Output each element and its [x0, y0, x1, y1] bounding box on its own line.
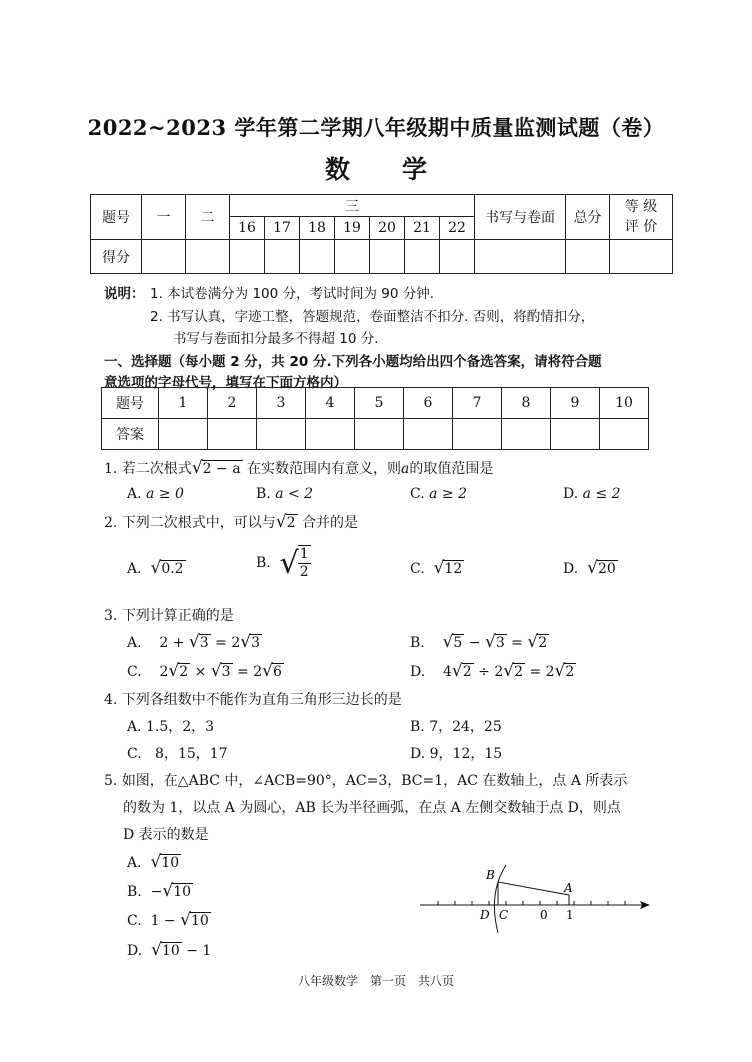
q1-stem-pre: 若二次根式	[121, 461, 192, 477]
arc	[494, 865, 509, 933]
expr: = 2	[232, 664, 263, 680]
expr: 3	[221, 664, 231, 680]
score-cell[interactable]	[405, 240, 440, 274]
q5-text: 如图，在△ABC 中，∠ACB=90°，AC=3，BC=1，AC 在数轴上，点 A 所表示	[121, 773, 628, 789]
option-text: 10	[190, 913, 209, 929]
answer-table	[101, 387, 649, 450]
answer-cell[interactable]	[257, 419, 306, 450]
q1-num: 1.	[104, 461, 118, 477]
instruction-2b: 书写与卷面扣分最多不得超 10 分.	[173, 331, 379, 347]
sqrt-icon: √	[162, 881, 174, 901]
expr: 2	[538, 635, 548, 651]
q5-option-a[interactable]	[127, 852, 181, 872]
q2-num: 2.	[104, 515, 118, 531]
q3-num: 3.	[104, 608, 118, 624]
expr: − 1	[181, 943, 212, 959]
q3-option-b[interactable]	[410, 632, 549, 652]
expr: 2	[565, 664, 575, 680]
score-sub-18: 18	[300, 217, 335, 240]
segment-ab	[498, 882, 569, 895]
option-text: 9，12，15	[429, 746, 503, 762]
score-col-three: 三	[230, 195, 475, 217]
section1-heading-b: 意选项的字母代号，填写在下面方格内）	[104, 375, 347, 391]
fraction	[298, 545, 311, 581]
score-cell[interactable]	[186, 240, 230, 274]
score-table	[90, 194, 673, 274]
label-one: 1	[566, 908, 574, 922]
answer-num: 4	[306, 388, 355, 419]
q4-option-d[interactable]	[410, 743, 502, 763]
instruction-2a: 2. 书写认真，字迹工整，答题规范，卷面整洁不扣分. 否则，将酌情扣分，	[150, 309, 595, 325]
expr: =	[506, 635, 528, 651]
number-line-figure	[410, 855, 660, 935]
score-cell[interactable]	[265, 240, 300, 274]
score-row1-label: 题号	[91, 195, 142, 240]
score-row2-label: 得分	[91, 240, 142, 274]
q4-option-a[interactable]	[127, 716, 214, 736]
q2-option-a[interactable]	[127, 558, 186, 578]
sqrt-icon: √	[442, 632, 454, 652]
expr: −	[464, 635, 485, 651]
sqrt-icon: √	[210, 661, 222, 681]
expr: −	[150, 884, 163, 900]
label-a: A	[564, 881, 573, 895]
label-d: D	[480, 908, 490, 922]
sqrt-icon: √	[262, 661, 273, 681]
sqrt-icon: √	[433, 558, 445, 578]
answer-num: 9	[551, 388, 600, 419]
score-cell[interactable]	[566, 240, 610, 274]
expr: ÷ 2	[473, 664, 504, 680]
q5-num: 5.	[104, 773, 118, 789]
score-sub-19: 19	[335, 217, 370, 240]
q5-line1	[104, 770, 627, 790]
score-cell[interactable]	[142, 240, 186, 274]
sqrt-icon: √	[279, 545, 299, 581]
sqrt-icon: √	[503, 661, 515, 681]
q5-option-b[interactable]	[127, 881, 193, 901]
answer-cell[interactable]	[208, 419, 257, 450]
option-text: 8，15，17	[155, 746, 228, 762]
expr: 3	[199, 635, 209, 651]
tick-marks	[438, 901, 625, 905]
expr: = 2	[210, 635, 241, 651]
answer-cell[interactable]	[159, 419, 208, 450]
sqrt-icon: √	[275, 512, 287, 532]
option-text: 12	[444, 561, 463, 577]
answer-num: 5	[355, 388, 404, 419]
option-text: a ≤ 2	[582, 486, 621, 502]
q4-stem	[104, 689, 402, 709]
q3-option-a[interactable]	[127, 632, 262, 652]
score-col-two: 二	[186, 195, 230, 240]
expr: 2	[179, 664, 189, 680]
answer-cell[interactable]	[551, 419, 600, 450]
answer-cell[interactable]	[306, 419, 355, 450]
expr: = 2	[525, 664, 555, 680]
sqrt-icon: √	[554, 661, 566, 681]
expr: ×	[190, 664, 211, 680]
score-cell[interactable]	[440, 240, 475, 274]
sqrt-icon: √	[150, 558, 162, 578]
option-letter: B.	[127, 884, 142, 900]
exam-title: 2022~2023 学年第二学期八年级期中质量监测试题（卷）	[87, 115, 665, 140]
q3-stem-text: 下列计算正确的是	[121, 608, 234, 624]
sqrt-icon: √	[527, 632, 539, 652]
label-c: C	[499, 908, 509, 922]
label-zero: 0	[540, 908, 548, 922]
q2-option-b[interactable]	[256, 545, 311, 581]
q3-option-d[interactable]	[410, 661, 576, 681]
sqrt-icon: √	[191, 458, 203, 478]
expr: 3	[251, 635, 260, 651]
expr: 5	[453, 635, 463, 651]
q2-option-d[interactable]	[563, 558, 618, 578]
option-letter: D.	[563, 486, 579, 502]
answer-cell[interactable]	[355, 419, 404, 450]
option-letter: D.	[410, 746, 426, 762]
q1-option-d[interactable]	[563, 486, 621, 502]
q5-line2: 的数为 1，以点 A 为圆心，AB 长为半径画弧，在点 A 左侧交数轴于点 D，则点	[123, 800, 621, 816]
option-letter: C.	[127, 913, 142, 929]
expr: 2	[514, 664, 523, 680]
answer-num: 1	[159, 388, 208, 419]
answer-num: 8	[502, 388, 551, 419]
numerator: 1	[299, 546, 309, 562]
option-letter: A.	[127, 635, 142, 651]
q5-line3: D 表示的数是	[123, 827, 209, 843]
q3-stem	[104, 605, 234, 625]
answer-row1-label: 题号	[102, 388, 159, 419]
answer-num: 7	[453, 388, 502, 419]
section1-heading-a: 一、选择题（每小题 2 分，共 20 分.下列各小题均给出四个备选答案，请将符合题	[104, 354, 602, 370]
score-sub-21: 21	[405, 217, 440, 240]
q1-stem-post: 的取值范围是	[409, 461, 494, 477]
answer-num: 2	[208, 388, 257, 419]
q2-option-c[interactable]	[410, 558, 464, 578]
score-cell[interactable]	[300, 240, 335, 274]
option-letter: B.	[256, 555, 271, 571]
option-letter: D.	[563, 561, 579, 577]
label-b: B	[486, 868, 495, 882]
expr: 3	[495, 635, 505, 651]
instructions-label: 说明：	[104, 286, 145, 302]
option-text: 20	[597, 561, 616, 577]
score-sub-20: 20	[370, 217, 405, 240]
option-text: a < 2	[275, 486, 314, 502]
option-letter: A.	[127, 719, 142, 735]
option-text: 7，24，25	[429, 719, 502, 735]
sqrt-icon: √	[587, 558, 598, 578]
q3-option-c[interactable]	[127, 661, 284, 681]
q4-stem-text: 下列各组数中不能作为直角三角形三边长的是	[121, 692, 402, 708]
score-cell[interactable]	[610, 240, 673, 274]
expr: 2	[159, 664, 169, 680]
score-sub-17: 17	[265, 217, 300, 240]
option-text: a ≥ 0	[146, 486, 184, 502]
score-col-grade: 等 级 评 价	[610, 195, 673, 240]
answer-cell[interactable]	[453, 419, 502, 450]
q2-stem-post: 合并的是	[302, 515, 359, 531]
sqrt-icon: √	[451, 661, 463, 681]
option-text: 1.5，2，3	[146, 719, 215, 735]
q5-option-d[interactable]	[127, 940, 211, 960]
option-letter: D.	[127, 943, 143, 959]
q2-stem	[104, 512, 358, 532]
sqrt-icon: √	[180, 910, 191, 930]
answer-num: 10	[600, 388, 649, 419]
sqrt-icon: √	[188, 632, 200, 652]
score-sub-16: 16	[230, 217, 265, 240]
score-cell[interactable]	[335, 240, 370, 274]
q1-stem	[104, 458, 493, 478]
score-col-total: 总分	[566, 195, 610, 240]
score-col-writing: 书写与卷面	[475, 195, 566, 240]
option-text: 10	[161, 855, 180, 871]
expr: 6	[272, 664, 282, 680]
expr: 1 −	[150, 913, 181, 929]
score-col-one: 一	[142, 195, 186, 240]
option-letter: C.	[127, 746, 142, 762]
q5-option-c[interactable]	[127, 910, 211, 930]
answer-cell[interactable]	[600, 419, 649, 450]
option-text: 0.2	[161, 561, 184, 577]
sqrt-icon: √	[484, 632, 496, 652]
sqrt-icon: √	[151, 940, 162, 960]
q4-num: 4.	[104, 692, 118, 708]
option-letter: A.	[127, 561, 142, 577]
option-letter: C.	[127, 664, 142, 680]
answer-row2-label: 答案	[102, 419, 159, 450]
option-letter: B.	[256, 486, 271, 502]
option-letter: D.	[410, 664, 426, 680]
option-letter: C.	[410, 486, 425, 502]
answer-cell[interactable]	[502, 419, 551, 450]
expr: 4	[443, 664, 452, 680]
option-letter: A.	[127, 855, 142, 871]
q2-stem-pre: 下列二次根式中，可以与	[121, 515, 276, 531]
page-footer: 八年级数学 第一页 共八页	[297, 974, 454, 988]
q1-option-a[interactable]	[127, 486, 184, 502]
q1-var: a	[401, 461, 410, 477]
expr: 2 +	[159, 635, 189, 651]
q1-option-c[interactable]	[410, 486, 467, 502]
sqrt-icon: √	[168, 661, 180, 681]
denominator: 2	[299, 564, 309, 580]
q1-option-b[interactable]	[256, 486, 313, 502]
instruction-1: 1. 本试卷满分为 100 分，考试时间为 90 分钟.	[150, 286, 435, 302]
q4-option-b[interactable]	[410, 716, 502, 736]
answer-num: 3	[257, 388, 306, 419]
answer-cell[interactable]	[404, 419, 453, 450]
option-text: 10	[173, 884, 192, 900]
sqrt-icon: √	[150, 852, 162, 872]
option-letter: A.	[127, 486, 142, 502]
option-letter: B.	[410, 719, 425, 735]
option-letter: B.	[410, 635, 425, 651]
sqrt-icon: √	[240, 632, 252, 652]
option-text: 10	[161, 943, 180, 959]
score-cell[interactable]	[475, 240, 566, 274]
q1-radicand: 2 − a	[202, 461, 241, 477]
option-letter: C.	[410, 561, 425, 577]
score-cell[interactable]	[230, 240, 265, 274]
subject-title: 数学	[324, 155, 479, 184]
q4-option-c[interactable]	[127, 743, 228, 763]
q1-stem-mid: 在实数范围内有意义，则	[247, 461, 401, 477]
option-text: a ≥ 2	[429, 486, 468, 502]
answer-num: 6	[404, 388, 453, 419]
q2-rad: 2	[286, 515, 296, 531]
score-cell[interactable]	[370, 240, 405, 274]
expr: 2	[462, 664, 472, 680]
score-sub-22: 22	[440, 217, 475, 240]
